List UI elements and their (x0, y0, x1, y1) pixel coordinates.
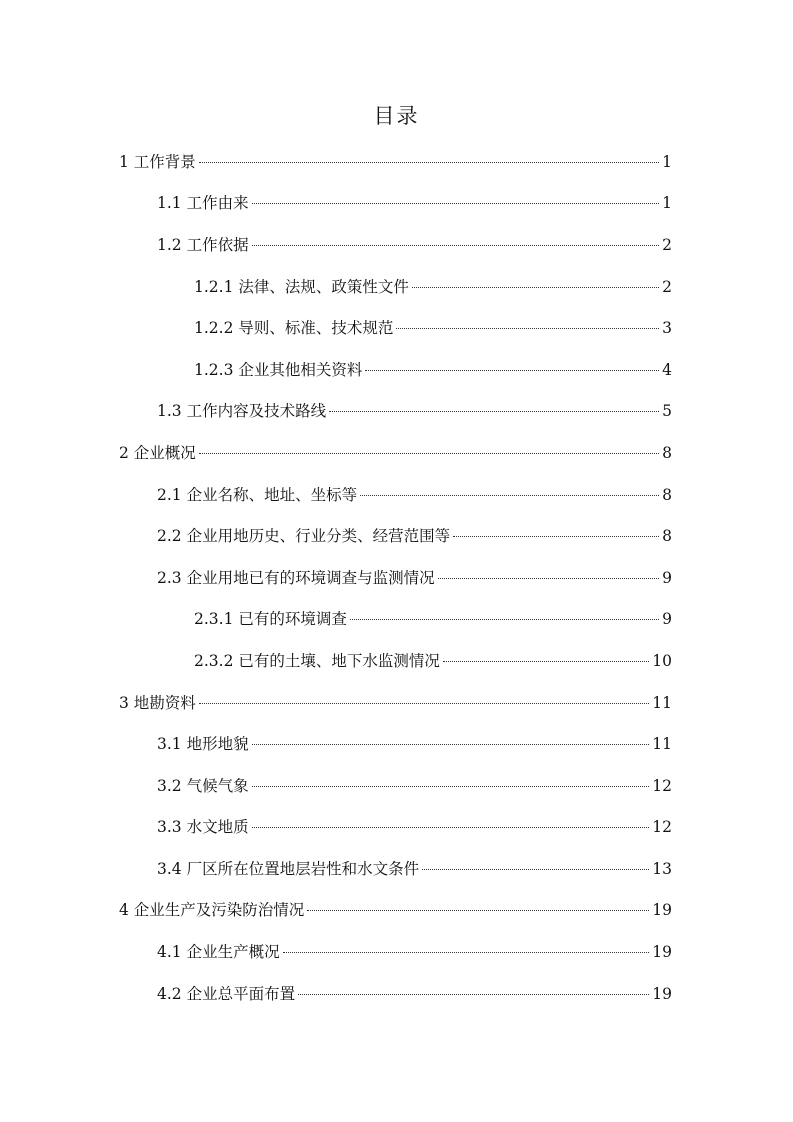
toc-entry-inner (157, 191, 793, 213)
toc-entry[interactable] (0, 431, 793, 473)
toc-entry-inner (194, 316, 793, 338)
toc-dot-leader (307, 910, 649, 911)
toc-entry-label: 1.2 工作依据 (157, 235, 249, 254)
toc-dot-leader (350, 619, 659, 620)
toc-dot-leader (252, 245, 660, 246)
toc-entry-page-number: 2 (662, 277, 672, 296)
toc-entry-label: 2.3 企业用地已有的环境调查与监测情况 (157, 568, 435, 587)
toc-entry-page-number: 11 (652, 693, 672, 712)
toc-entry[interactable] (0, 639, 793, 681)
toc-entry-label: 1.2.1 法律、法规、政策性文件 (194, 277, 409, 296)
toc-entry[interactable] (0, 847, 793, 889)
toc-entry-label: 4.1 企业生产概况 (157, 943, 280, 962)
toc-entry-inner (157, 774, 793, 796)
toc-entry-label: 1 工作背景 (119, 152, 196, 171)
toc-entry-page-number: 12 (652, 776, 672, 795)
toc-entry-label: 2.1 企业名称、地址、坐标等 (157, 485, 358, 504)
toc-dot-leader (252, 827, 650, 828)
toc-entry-label: 3.3 水文地质 (157, 818, 249, 837)
toc-entry-label: 2 企业概况 (119, 443, 196, 462)
toc-dot-leader (283, 952, 650, 953)
toc-entry[interactable] (0, 473, 793, 515)
toc-entry-page-number: 12 (652, 818, 672, 837)
toc-entry-label: 4 企业生产及污染防治情况 (119, 901, 305, 920)
toc-entry-page-number: 19 (652, 943, 672, 962)
toc-entry[interactable] (0, 930, 793, 972)
toc-title: 目录 (373, 104, 420, 128)
toc-entry-label: 3 地勘资料 (119, 693, 196, 712)
toc-entry[interactable] (0, 140, 793, 182)
toc-entry-page-number: 10 (652, 651, 672, 670)
toc-dot-leader (252, 203, 660, 204)
toc-entry-page-number: 13 (652, 859, 672, 878)
toc-entry-inner (157, 732, 793, 754)
toc-entry-page-number: 9 (662, 610, 672, 629)
toc-entry-page-number: 8 (662, 485, 672, 504)
toc-entry-page-number: 5 (662, 402, 672, 421)
toc-entry-label: 3.4 厂区所在位置地层岩性和水文条件 (157, 859, 420, 878)
toc-entry-inner (119, 150, 793, 172)
toc-dot-leader (412, 287, 659, 288)
toc-dot-leader (360, 495, 659, 496)
toc-dot-leader (396, 328, 659, 329)
toc-entry-label: 1.2.3 企业其他相关资料 (194, 360, 363, 379)
toc-entry-inner (194, 607, 793, 629)
toc-dot-leader (252, 786, 650, 787)
toc-entry-page-number: 11 (652, 735, 672, 754)
toc-entry[interactable] (0, 972, 793, 1014)
toc-entry-page-number: 4 (662, 360, 672, 379)
toc-entry-label: 1.3 工作内容及技术路线 (157, 402, 327, 421)
toc-dot-leader (438, 578, 660, 579)
toc-dot-leader (199, 453, 659, 454)
toc-dot-leader (252, 744, 650, 745)
toc-entry-label: 1.1 工作由来 (157, 194, 249, 213)
toc-entry[interactable] (0, 348, 793, 390)
toc-entry-inner (194, 275, 793, 297)
toc-entry[interactable] (0, 182, 793, 224)
toc-entry[interactable] (0, 722, 793, 764)
toc-dot-leader (422, 869, 649, 870)
toc-entry[interactable] (0, 514, 793, 556)
toc-dot-leader (443, 661, 649, 662)
toc-entry-inner (119, 441, 793, 463)
toc-dot-leader (199, 703, 649, 704)
toc-entry-inner (157, 566, 793, 588)
toc-entry-label: 3.2 气候气象 (157, 776, 249, 795)
toc-dot-leader (199, 162, 659, 163)
toc-entry-page-number: 8 (662, 443, 672, 462)
toc-entry-inner (157, 815, 793, 837)
toc-list (0, 140, 793, 1013)
toc-entry-page-number: 1 (662, 194, 672, 213)
toc-entry[interactable] (0, 806, 793, 848)
toc-dot-leader (365, 370, 659, 371)
toc-entry[interactable] (0, 889, 793, 931)
toc-entry-label: 2.2 企业用地历史、行业分类、经营范围等 (157, 527, 451, 546)
toc-entry-page-number: 8 (662, 527, 672, 546)
toc-entry-inner (194, 358, 793, 380)
toc-entry-page-number: 2 (662, 235, 672, 254)
toc-dot-leader (298, 994, 649, 995)
toc-entry[interactable] (0, 681, 793, 723)
toc-entry-page-number: 1 (662, 152, 672, 171)
toc-entry-inner (157, 940, 793, 962)
toc-entry[interactable] (0, 223, 793, 265)
toc-entry[interactable] (0, 390, 793, 432)
toc-entry-inner (157, 857, 793, 879)
toc-entry-inner (157, 483, 793, 505)
toc-entry-page-number: 19 (652, 901, 672, 920)
toc-entry[interactable] (0, 265, 793, 307)
toc-entry[interactable] (0, 764, 793, 806)
toc-entry-page-number: 3 (662, 319, 672, 338)
toc-dot-leader (329, 411, 659, 412)
toc-entry[interactable] (0, 556, 793, 598)
toc-entry-inner (119, 691, 793, 713)
toc-entry-page-number: 19 (652, 984, 672, 1003)
toc-dot-leader (453, 536, 659, 537)
toc-entry[interactable] (0, 598, 793, 640)
toc-entry-page-number: 9 (662, 568, 672, 587)
toc-entry-inner (157, 982, 793, 1004)
toc-entry[interactable] (0, 306, 793, 348)
toc-entry-inner (119, 898, 793, 920)
toc-entry-label: 4.2 企业总平面布置 (157, 984, 296, 1003)
toc-entry-inner (157, 233, 793, 255)
toc-entry-label: 2.3.2 已有的土壤、地下水监测情况 (194, 651, 440, 670)
toc-entry-label: 3.1 地形地貌 (157, 735, 249, 754)
toc-entry-inner (194, 649, 793, 671)
toc-entry-inner (157, 399, 793, 421)
toc-entry-inner (157, 524, 793, 546)
toc-entry-label: 2.3.1 已有的环境调查 (194, 610, 347, 629)
toc-entry-label: 1.2.2 导则、标准、技术规范 (194, 319, 394, 338)
